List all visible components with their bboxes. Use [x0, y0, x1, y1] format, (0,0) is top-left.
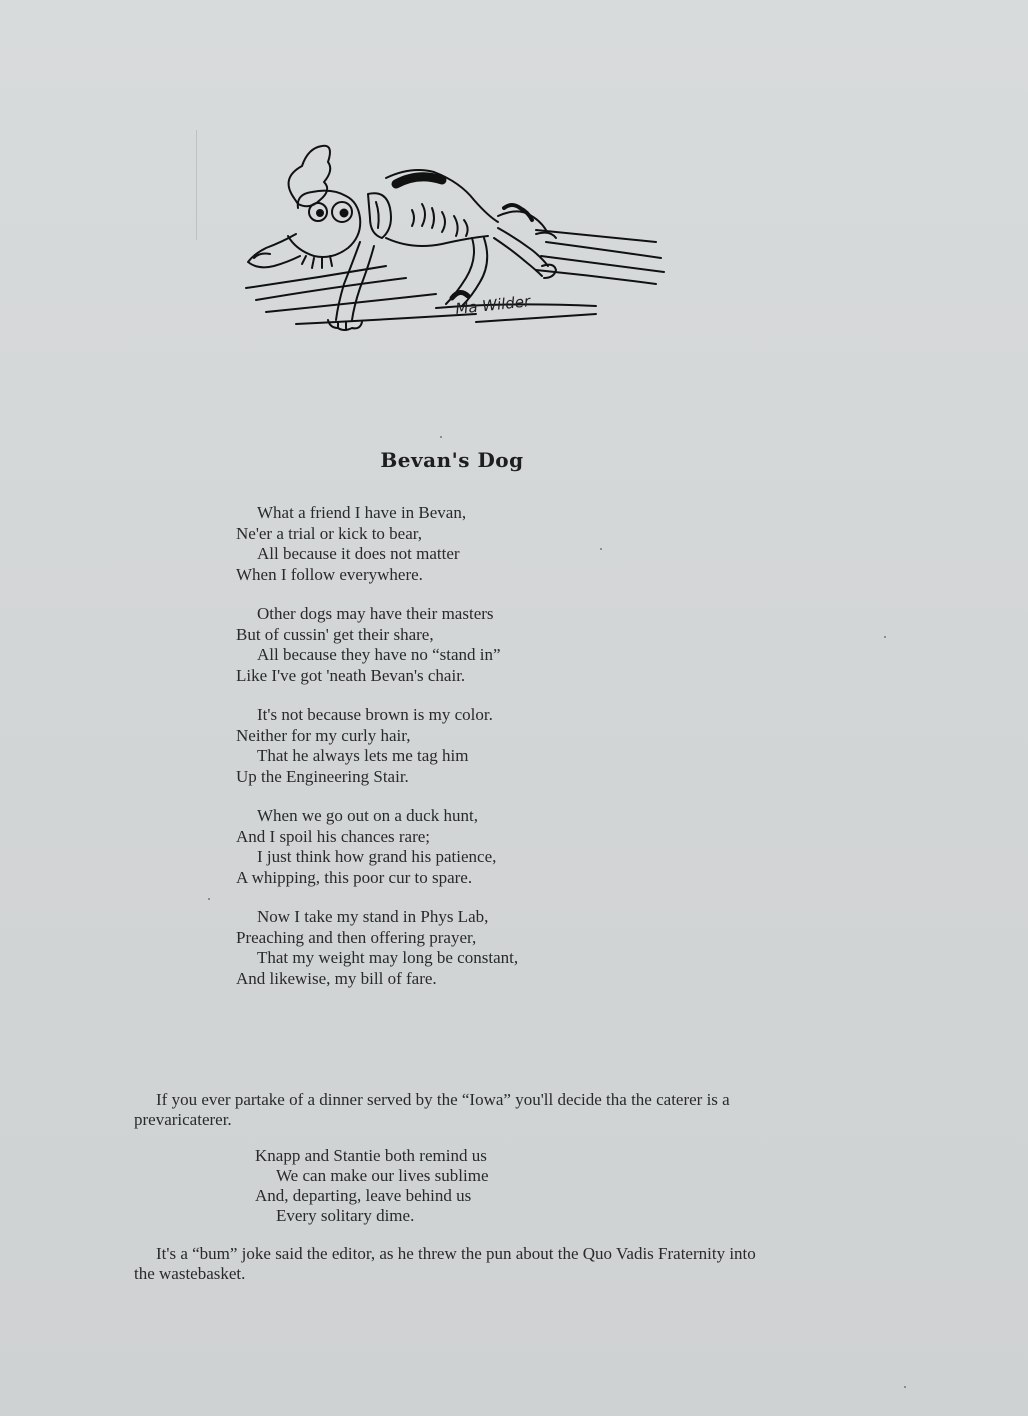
joke-paragraph: It's a “bum” joke said the editor, as he threw the pun about the Quo Vadis Fraternity into the wastebasket. — [134, 1244, 756, 1283]
poem-line: Now I take my stand in Phys Lab, — [257, 907, 489, 926]
paper-speck — [904, 1386, 906, 1388]
margin-rule — [196, 130, 197, 240]
poem-line: All because it does not matter — [257, 544, 460, 563]
short-verse — [255, 1146, 488, 1226]
stanza — [236, 604, 656, 686]
poem-line: That my weight may long be constant, — [257, 948, 519, 967]
poem-line: Preaching and then offering prayer, — [236, 927, 477, 947]
poem-line: What a friend I have in Bevan, — [257, 503, 467, 522]
dog-sketch-icon — [236, 138, 666, 338]
poem-line: Like I've got 'neath Bevan's chair. — [236, 665, 466, 685]
poem-line: That he always lets me tag him — [257, 746, 469, 765]
poem-line: Up the Engineering Stair. — [236, 766, 409, 786]
poem-line: I just think how grand his patience, — [257, 847, 497, 866]
poem-title: Bevan's Dog — [380, 448, 524, 472]
verse-line: We can make our lives sublime — [276, 1166, 489, 1185]
stanza — [236, 503, 656, 585]
poem-line: Ne'er a trial or kick to bear, — [236, 523, 422, 543]
paper-speck — [600, 548, 602, 550]
verse-line: And, departing, leave behind us — [255, 1186, 472, 1205]
paper-speck — [440, 436, 442, 438]
paper-speck — [884, 636, 886, 638]
poem-line: And likewise, my bill of fare. — [236, 968, 437, 988]
poem — [236, 503, 656, 1008]
artist-signature: Ma Wilder — [454, 292, 532, 318]
paper-speck — [208, 898, 210, 900]
poem-line: And I spoil his chances rare; — [236, 826, 431, 846]
poem-line: A whipping, this poor cur to spare. — [236, 867, 473, 887]
poem-line: All because they have no “stand in” — [257, 645, 501, 664]
poem-line: But of cussin' get their share, — [236, 624, 434, 644]
poem-line: Other dogs may have their masters — [257, 604, 494, 623]
poem-line: It's not because brown is my color. — [257, 705, 493, 724]
poem-line: When I follow everywhere. — [236, 564, 423, 584]
verse-line: Every solitary dime. — [276, 1206, 415, 1225]
stanza — [236, 907, 656, 989]
verse-line: Knapp and Stantie both remind us — [255, 1146, 487, 1165]
poem-line: Neither for my curly hair, — [236, 725, 411, 745]
poem-line: When we go out on a duck hunt, — [257, 806, 478, 825]
stanza — [236, 705, 656, 787]
joke-paragraph: If you ever partake of a dinner served by the “Iowa” you'll decide tha the caterer is a prevaricaterer. — [134, 1090, 730, 1129]
stanza — [236, 806, 656, 888]
